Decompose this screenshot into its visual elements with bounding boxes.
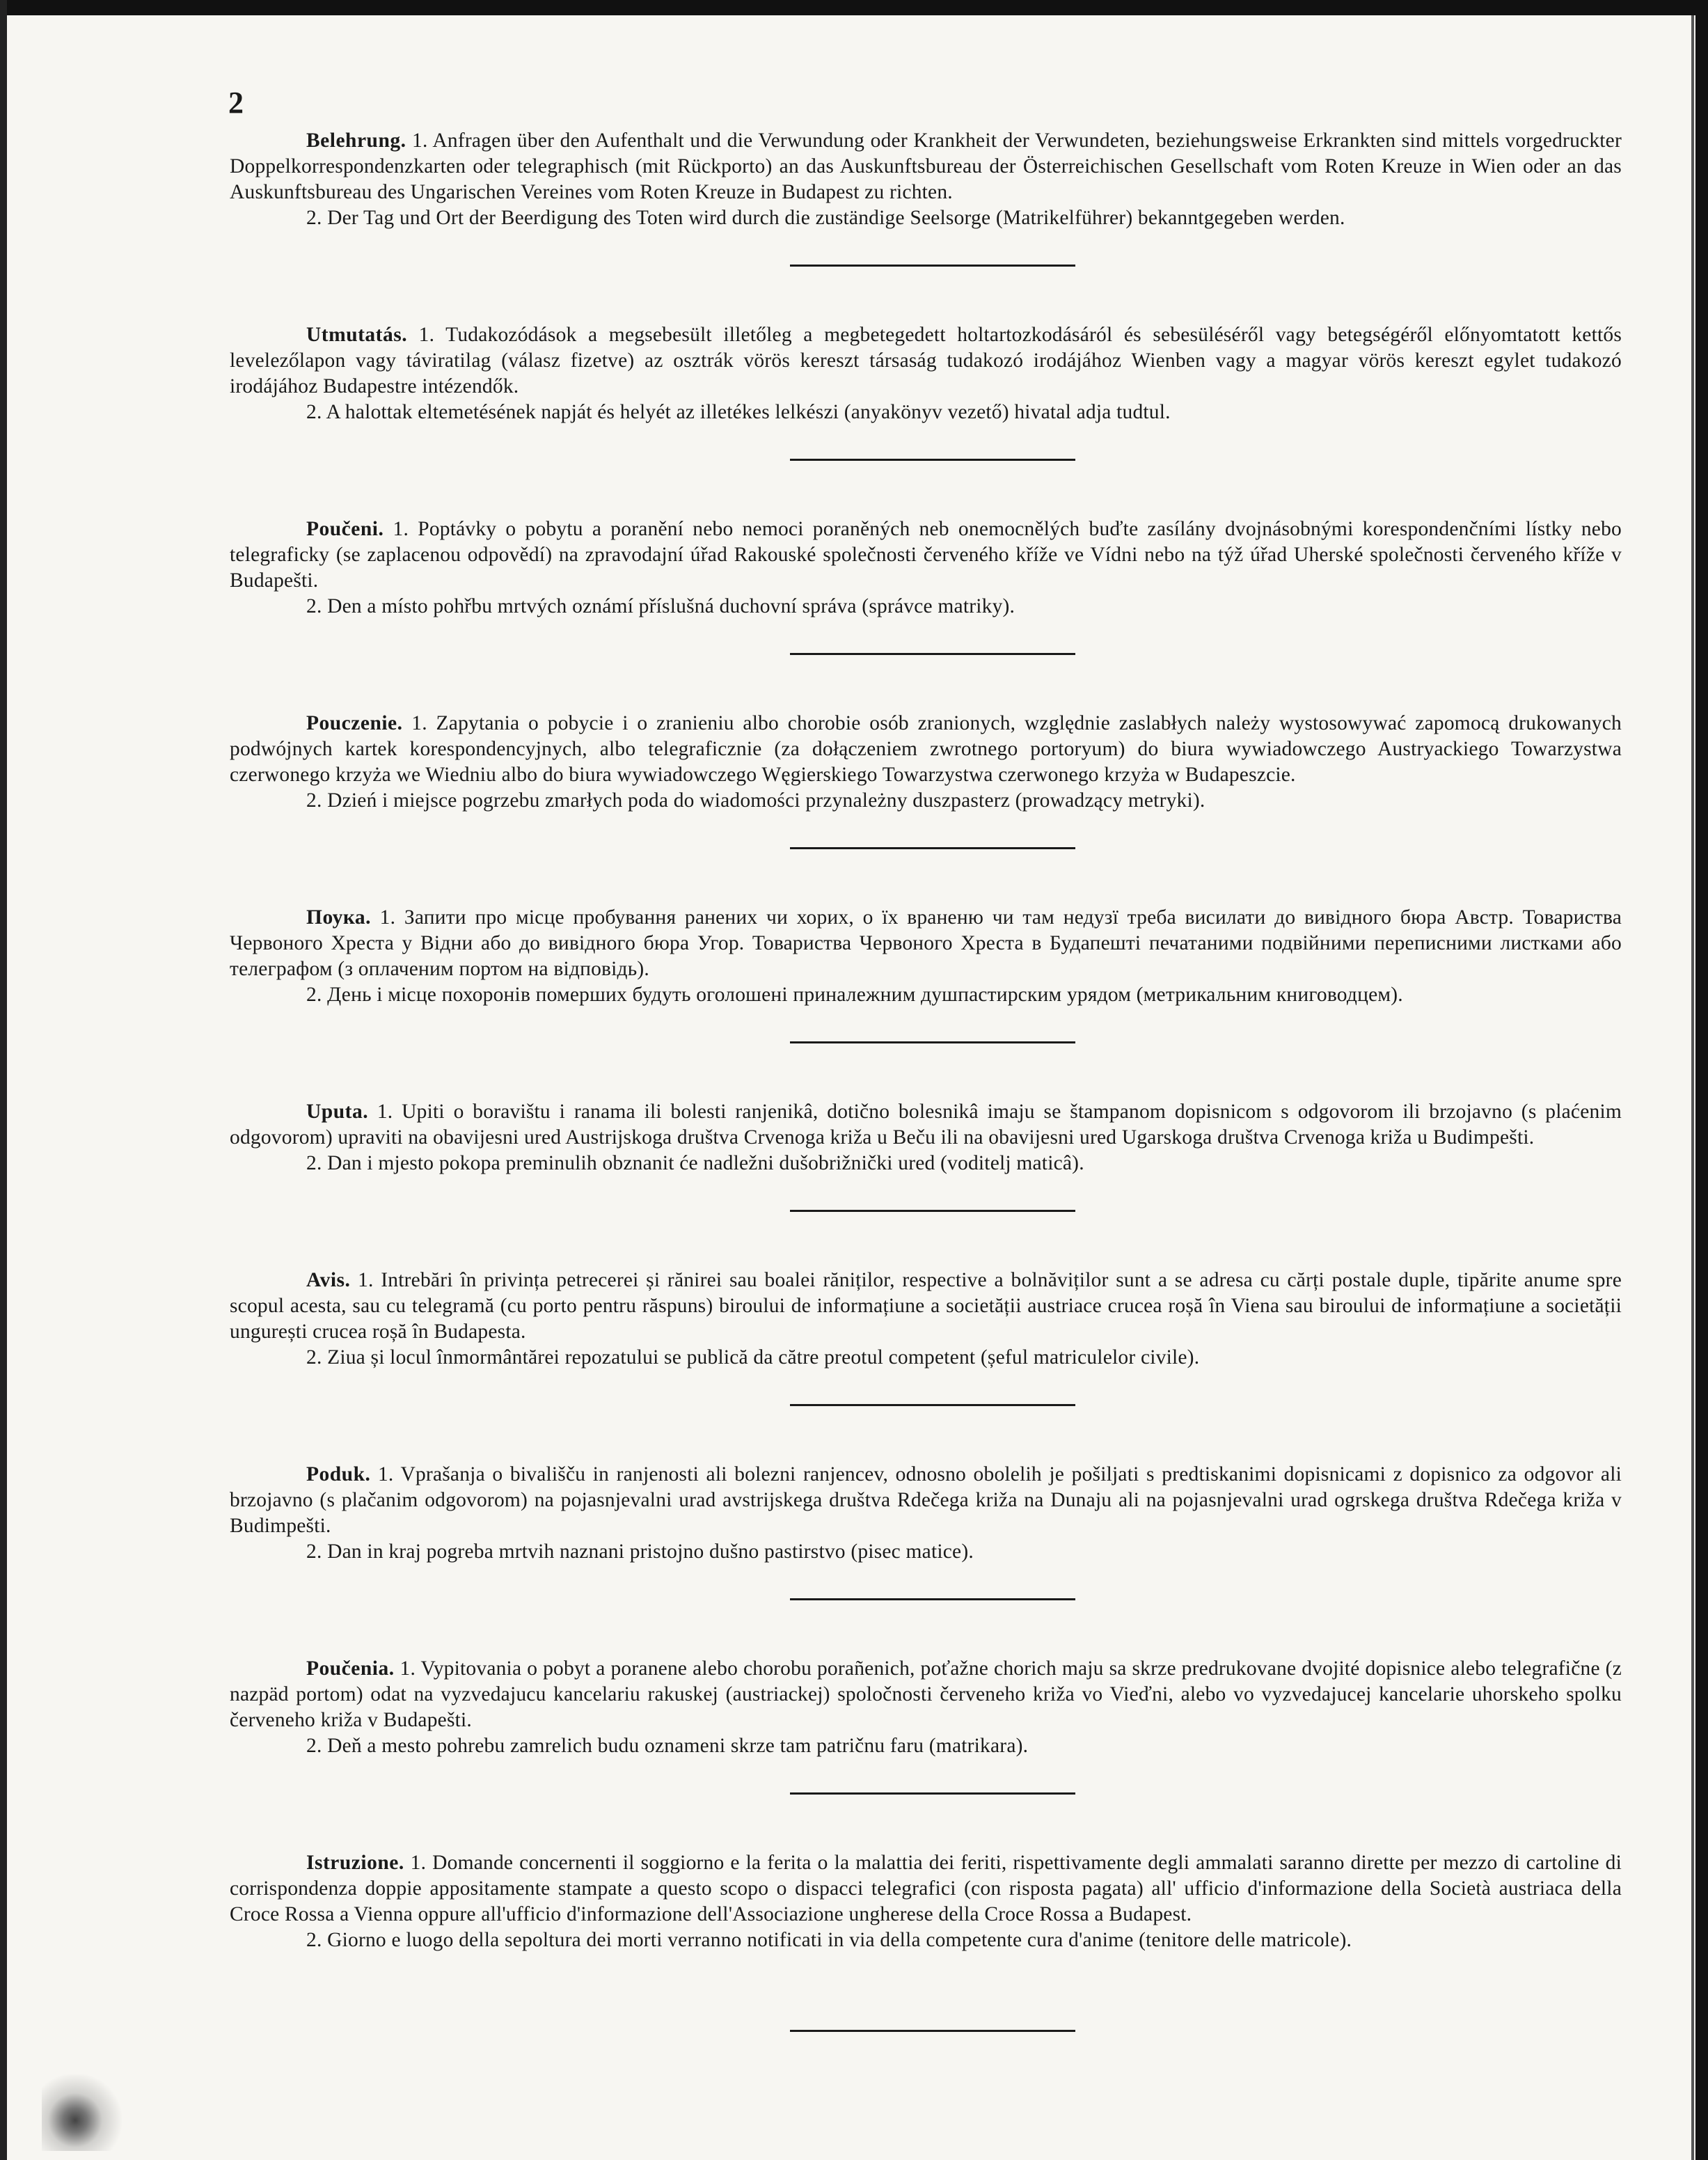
section-item-1 [230,128,1622,205]
section-heading: Поука. [306,906,371,929]
section-heading: Poduk. [306,1463,371,1485]
section-divider [790,459,1075,461]
section-item-2: 2. Dan in kraj pogreba mrtvih naznani pristojno dušno pastirstvo (pisec matice). [306,1540,974,1563]
section-item-1 [230,517,1622,594]
section-heading: Pouczenie. [306,712,403,734]
section-item-2: 2. Den a místo pohřbu mrtvých oznámí příslušná duchovní správa (správce matriky). [306,595,1015,617]
section-hungarian [230,322,1622,425]
section-item-2: 2. День і місце похоронів померших будуть оголошені приналежним душпастирским урядом (метрикальним книговодцем). [306,984,1403,1006]
section-item-1 [230,1099,1622,1151]
section-heading: Belehrung. [306,129,406,152]
instructions-body [230,128,1622,2088]
section-croatian [230,1099,1622,1176]
section-italian [230,1850,1622,1953]
section-item-1 [230,905,1622,982]
section-romanian [230,1268,1622,1371]
section-text: 1. Vprašanja o bivališču in ranjenosti ali bolezni ranjencev, odnosno obolelih je pošiljati s predtiskanimi dopisnicami z dopisnico za odgovor ali brzojavno (s plačanim odgovorom) na pojasnjevalni urad avstrijskega društva Rdečega križa na Dunaju ali na pojasnjevalni urad ogrskega društva Rdečega križa v Budimpešti. [230,1463,1622,1537]
page-fold-line [1691,15,1694,2160]
scan-edge-right [1695,0,1708,2160]
section-divider [790,1041,1075,1043]
section-text: 1. Domande concernenti il soggiorno e la ferita o la malattia dei feriti, rispettivamente degli ammalati saranno dirette per mezzo di cartoline di corrispondenza doppie appositamente stampate a questo scopo o dispacci telegrafici (con risposta pagata) all' ufficio d'informazione della Società austriaca della Croce Rossa a Vienna oppure all'ufficio d'informazione dell'Associazione ungherese della Croce Rossa a Budapest. [230,1852,1622,1925]
section-item-2: 2. Dzień i miejsce pogrzebu zmarłych poda do wiadomości przynależny duszpasterz (prowadzący metryki). [306,789,1205,812]
section-text: 1. Intrebări în privința petrecerei și rănirei sau boalei răniților, respective a bolnăviților sunt a se adresa cu cărți postale duple, tipărite anume spre scopul acesta, sau cu telegramă (cu porto pentru răspuns) biroului de informațiune a societății austriace crucea roșă în Viena sau biroului de informațiune a societății ungurești crucea roșă în Budapesta. [230,1269,1622,1343]
section-heading: Poučenia. [306,1657,395,1680]
section-text: 1. Poptávky o pobytu a poranění nebo nemoci poraněných neb onemocnělých buďte zasílány dvojnásobnými korespondenčními lístky nebo telegraficky (se zaplacenou odpovědí) na zpravodajní úřad Rakouské společnosti červeného kříže ve Vídni nebo na týž úřad Uherské společnosti červeného kříže v Budapešti. [230,518,1622,592]
section-divider [790,2030,1075,2032]
section-heading: Uputa. [306,1101,369,1123]
scan-edge-top [0,0,1708,15]
section-item-1 [230,1462,1622,1539]
page-number: 2 [228,86,244,120]
section-heading: Utmutatás. [306,324,408,346]
section-item-2: 2. A halottak eltemetésének napját és helyét az illetékes lelkészi (anyakönyv vezető) hivatal adja tudtul. [306,401,1171,423]
section-item-1 [230,1268,1622,1345]
section-text: 1. Zapytania o pobycie i o zranieniu albo chorobie osób zranionych, względnie zaslabłych należy wystosowywać zapomocą drukowanych podwójnych kartek korespondencyjnych, albo telegraficznie (za dołączeniem zwrotnego portoryum) do biura wywiadowczego Austryackiego Towarzystwa czerwonego krzyża we Wiedniu albo do biura wywiadowczego Węgierskiego Towarzystwa czerwonego krzyża w Budapeszcie. [230,712,1622,786]
section-text: 1. Upiti o boravištu i ranama ili bolesti ranjenikâ, dotično bolesnikâ imaju se štampanom dopisnicom s odgovorom ili brzojavno (s plaćenim odgovorom) upraviti na obavijesni ured Austrijskoga društva Crvenoga križa u Beču ili na obavijesni ured Ugarskoga društva Crvenoga križa u Budimpešti. [230,1101,1622,1149]
section-text: 1. Tudakozódások a megsebesült illetőleg a megbetegedett holtartozkodásáról és sebesüléséről vagy betegségéről előnyomtatott kettős levelezőlapon vagy táviratilag (válasz fizetve) az osztrák vörös kereszt társaság tudakozó irodájához Wienben vagy a magyar vörös kereszt egylet tudakozó irodájához Budapestre intézendők. [230,324,1622,397]
section-divider [790,1598,1075,1600]
section-divider [790,653,1075,655]
corner-smudge [42,2074,125,2151]
section-slovak [230,1656,1622,1759]
section-item-2: 2. Giorno e luogo della sepoltura dei morti verranno notificati in via della competente cura d'anime (tenitore delle matricole). [306,1929,1352,1951]
section-item-1 [230,711,1622,788]
section-text: 1. Anfragen über den Aufenthalt und die Verwundung oder Krankheit der Verwundeten, beziehungsweise Erkrankten sind mittels vorgedruckter Doppelkorrespondenzkarten oder telegraphisch (mit Rückporto) an das Auskunftsbureau der Österreichischen Gesellschaft vom Roten Kreuze in Wien oder an das Auskunftsbureau des Ungarischen Vereines vom Roten Kreuze in Budapest zu richten. [230,129,1622,203]
section-item-1 [230,322,1622,400]
section-divider [790,265,1075,267]
section-item-2: 2. Der Tag und Ort der Beerdigung des Toten wird durch die zuständige Seelsorge (Matrikelführer) bekanntgegeben werden. [306,207,1345,229]
section-divider [790,1210,1075,1212]
section-text: 1. Запити про місце пробування ранених чи хорих, о їх враненю чи там недузї треба висилати до вивідного бюра Австр. Товариства Червоного Хреста у Відни або до вивідного бюра Угор. Товариства Червоного Хреста в Будапешті печатаними подвійними переписними листками або телеграфом (з оплаченим портом на відповідь). [230,906,1622,980]
section-german [230,128,1622,231]
section-slovenian [230,1462,1622,1565]
scan-edge-left [0,0,7,2160]
section-item-2: 2. Ziua și locul înmormântărei repozatului se publică da către preotul competent (șeful matriculelor civile). [306,1346,1200,1369]
section-polish [230,711,1622,814]
section-item-1 [230,1850,1622,1928]
section-ruthenian [230,905,1622,1008]
section-czech [230,517,1622,620]
section-heading: Poučeni. [306,518,384,540]
section-text: 1. Vypitovania o pobyt a poranene alebo chorobu porañenich, poťažne chorich maju sa skrze predrukovane dvojité dopisnice alebo telegrafične (z nazpäd portom) odat na vyzvedajucu kancelariu rakuskej (austriackej) spoločnosti červeneho križa vo Vieďni, alebo vo vyzvedajucej kancelarie uhorskeho spolku červeneho križa v Budapešti. [230,1657,1622,1731]
section-item-1 [230,1656,1622,1733]
section-divider [790,1792,1075,1795]
section-heading: Avis. [306,1269,351,1291]
section-divider [790,1404,1075,1406]
section-divider [790,847,1075,849]
section-heading: Istruzione. [306,1852,404,1874]
section-item-2: 2. Deň a mesto pohrebu zamrelich budu oznameni skrze tam patričnu faru (matrikara). [306,1735,1029,1757]
section-item-2: 2. Dan i mjesto pokopa preminulih obznanit će nadležni dušobrižnički ured (voditelj maticâ). [306,1152,1084,1174]
